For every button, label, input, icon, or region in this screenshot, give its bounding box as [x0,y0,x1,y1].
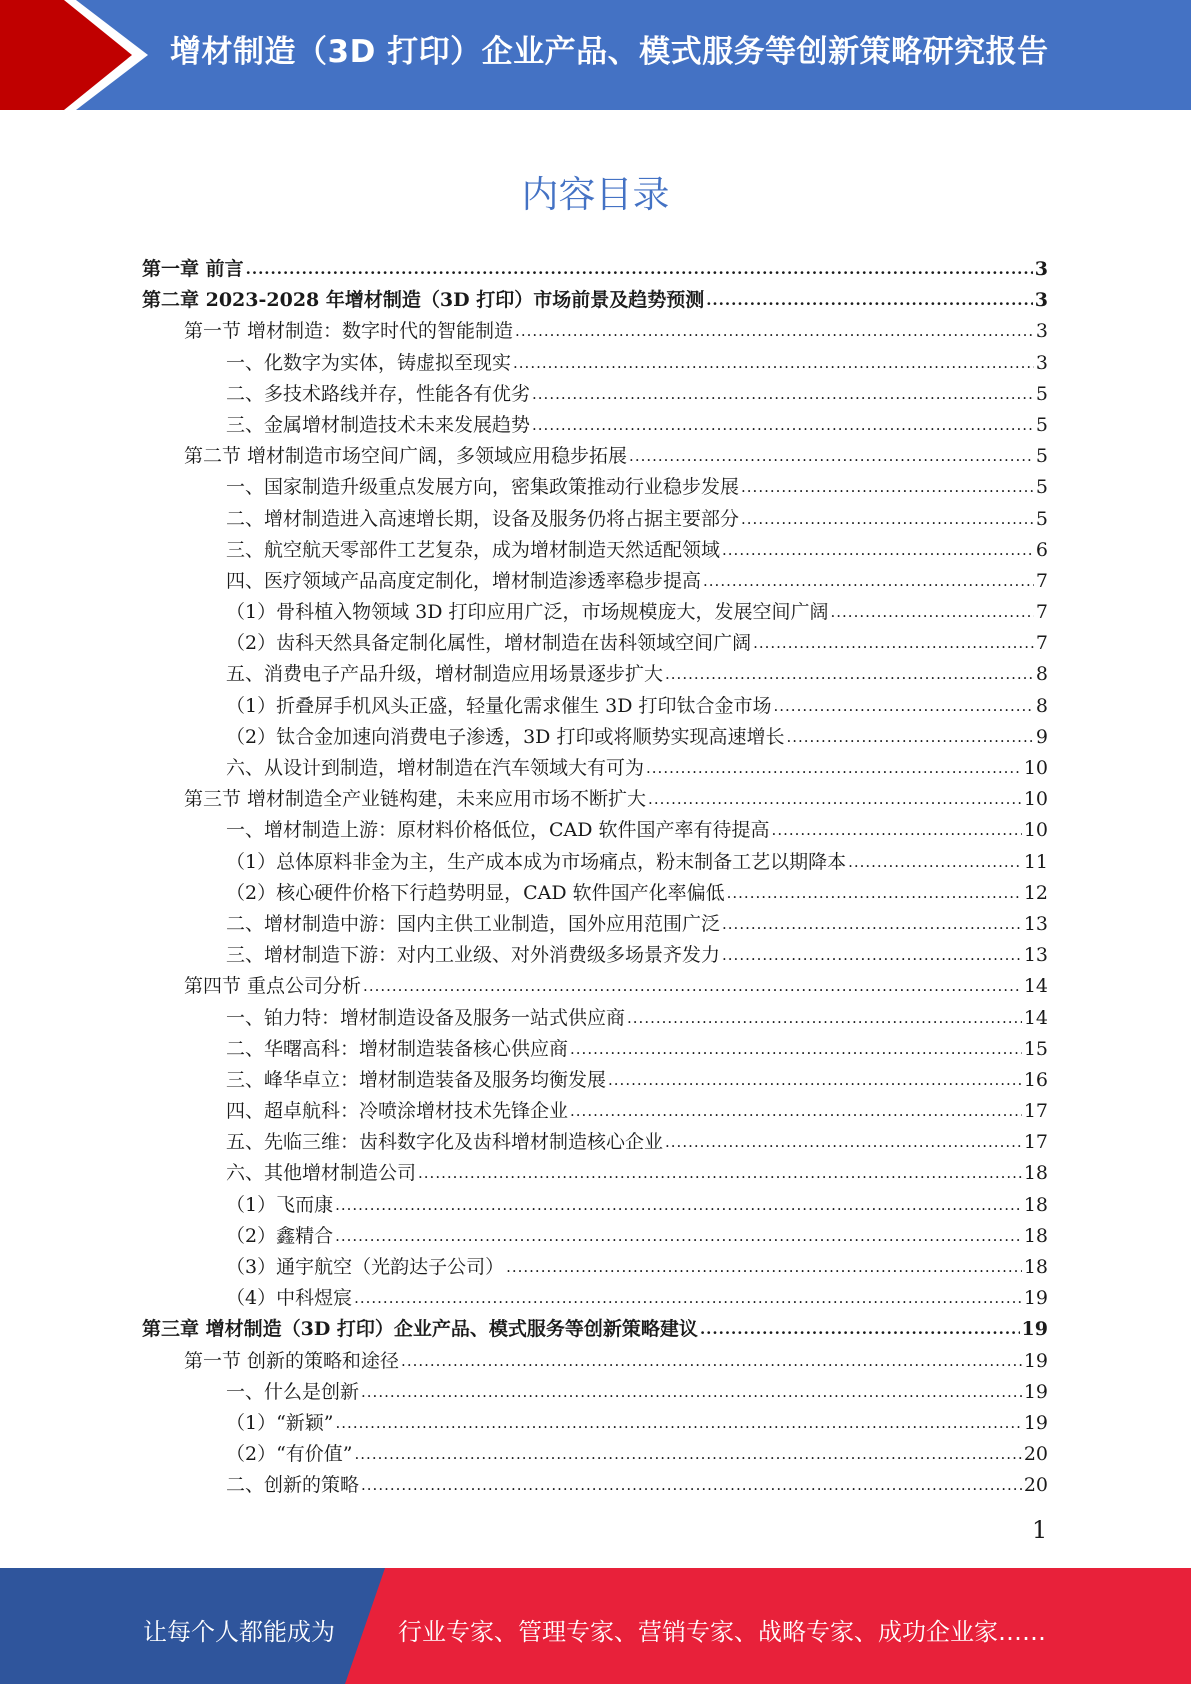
toc-entry[interactable] [142,504,1048,535]
toc-entry[interactable] [142,348,1048,379]
toc-entry[interactable] [142,722,1048,753]
toc-entry-page: 5 [1035,445,1048,468]
footer-slogan-left: 让每个人都能成为 [143,1618,335,1646]
toc-entry-page: 8 [1035,694,1048,717]
toc-entry-title: 三、峰华卓立：增材制造装备及服务均衡发展 [226,1068,607,1091]
toc-dot-leader [246,253,1033,285]
toc-entry[interactable] [142,1377,1048,1408]
toc-dot-leader [786,721,1033,753]
toc-entry-page: 12 [1023,881,1048,904]
toc-entry-title: 第二节 增材制造市场空间广阔，多领域应用稳步拓展 [184,445,628,468]
toc-dot-leader [727,877,1022,909]
page-number: 1 [1032,1516,1048,1544]
toc-entry-page: 19 [1023,1287,1048,1310]
toc-dot-leader [848,846,1022,878]
footer-slogan-right: 行业专家、管理专家、营销专家、战略专家、成功企业家…… [398,1618,1046,1646]
toc-entry-title: 四、医疗领域产品高度定制化，增材制造渗透率稳步提高 [226,569,702,592]
toc-dot-leader [355,1438,1022,1470]
toc-entry-title: 四、超卓航科：冷喷涂增材技术先锋企业 [226,1100,569,1123]
toc-entry[interactable] [142,379,1048,410]
toc-dot-leader [774,690,1034,722]
toc-entry[interactable] [142,1439,1048,1470]
toc-entry[interactable] [142,691,1048,722]
toc-dot-leader [753,627,1034,659]
toc-entry[interactable] [142,1190,1048,1221]
toc-entry[interactable] [142,971,1048,1002]
toc-dot-leader [570,1095,1022,1127]
toc-entry-page: 10 [1023,788,1048,811]
toc-entry[interactable] [142,1346,1048,1377]
toc-dot-leader [363,970,1022,1002]
toc-entry-page: 15 [1023,1037,1048,1060]
toc-dot-leader [608,1064,1022,1096]
toc-dot-leader [706,284,1033,316]
toc-entry-title: 六、其他增材制造公司 [226,1162,417,1185]
toc-entry-page: 6 [1035,538,1048,561]
toc-entry-title: （2）齿科天然具备定制化属性，增材制造在齿科领域空间广阔 [226,632,752,655]
toc-dot-leader [741,471,1034,503]
toc-dot-leader [513,347,1034,379]
toc-entry-page: 9 [1035,725,1048,748]
toc-entry[interactable] [142,472,1048,503]
toc-entry[interactable] [142,1065,1048,1096]
toc-entry-title: （1）飞而康 [226,1193,334,1216]
toc-entry-title: 二、多技术路线并存，性能各有优劣 [226,382,531,405]
toc-entry[interactable] [142,815,1048,846]
toc-entry-title: （2）钛合金加速向消费电子渗透，3D 打印或将顺势实现高速增长 [226,725,785,748]
toc-dot-leader [831,596,1034,628]
toc-entry-page: 19 [1023,1411,1048,1434]
toc-entry-page: 17 [1023,1131,1048,1154]
toc-dot-leader [741,503,1034,535]
toc-entry-page: 17 [1023,1100,1048,1123]
toc-entry-title: 第三节 增材制造全产业链构建，未来应用市场不断扩大 [184,788,647,811]
toc-entry-page: 11 [1023,850,1048,873]
toc-entry-title: （3）通宇航空（光韵达子公司） [226,1256,505,1278]
toc-entry-title: 二、创新的策略 [226,1474,360,1497]
toc-dot-leader [722,908,1022,940]
toc-entry-page: 3 [1034,289,1048,312]
toc-entry[interactable] [142,940,1048,971]
toc-entry[interactable] [142,254,1048,285]
toc-entry-title: 六、从设计到制造，增材制造在汽车领域大有可为 [226,757,645,779]
toc-entry-page: 18 [1023,1224,1048,1247]
toc-entry-title: （2）“有价值” [226,1443,353,1466]
toc-entry-title: （1）折叠屏手机风头正盛，轻量化需求催生 3D 打印钛合金市场 [226,694,772,717]
toc-dot-leader [646,752,1022,784]
toc-dot-leader [722,939,1022,971]
toc-entry[interactable] [142,659,1048,690]
toc-dot-leader [336,1407,1022,1439]
toc-entry-title: （1）骨科植入物领域 3D 打印应用广泛，市场规模庞大，发展空间广阔 [226,601,829,624]
toc-entry-title: 一、化数字为实体，铸虚拟至现实 [226,351,512,374]
toc-entry-title: 三、增材制造下游：对内工业级、对外消费级多场景齐发力 [226,944,721,967]
toc-entry[interactable] [142,316,1048,347]
toc-entry[interactable] [142,878,1048,909]
toc-entry[interactable] [142,441,1048,472]
toc-entry-title: （2）鑫精合 [226,1224,334,1247]
toc-entry-title: （4）中科煜宸 [226,1287,353,1310]
toc-entry-title: 第一章 前言 [142,258,244,280]
toc-entry-page: 5 [1035,476,1048,499]
toc-entry[interactable] [142,1252,1048,1283]
toc-dot-leader [722,534,1034,566]
toc-entry[interactable] [142,285,1048,316]
toc-entry-page: 16 [1023,1068,1048,1091]
toc-dot-leader [665,1126,1022,1158]
toc-entry-title: 一、增材制造上游：原材料价格低位，CAD 软件国产率有待提高 [226,819,770,842]
toc-entry-title: 一、国家制造升级重点发展方向，密集政策推动行业稳步发展 [226,476,740,499]
toc-dot-leader [361,1469,1022,1501]
toc-entry[interactable] [142,597,1048,628]
toc-entry-page: 3 [1034,258,1048,280]
toc-entry-title: 三、航空航天零部件工艺复杂，成为增材制造天然适配领域 [226,538,721,561]
toc-entry-page: 7 [1035,601,1048,624]
toc-entry-title: 第二章 2023-2028 年增材制造（3D 打印）市场前景及趋势预测 [142,289,705,312]
toc-entry-page: 7 [1035,632,1048,655]
report-title: 增材制造（3D 打印）企业产品、模式服务等创新策略研究报告 [170,34,1049,70]
toc-entry-page: 19 [1021,1318,1048,1341]
toc-entry[interactable] [142,1221,1048,1252]
toc-entry[interactable] [142,753,1048,784]
toc-entry-page: 18 [1023,1193,1048,1216]
table-of-contents [142,254,1048,1502]
toc-entry[interactable] [142,566,1048,597]
page-header [0,0,1191,110]
toc-dot-leader [772,814,1022,846]
toc-entry-title: 二、增材制造中游：国内主供工业制造，国外应用范围广泛 [226,912,721,935]
toc-entry-title: （2）核心硬件价格下行趋势明显，CAD 软件国产化率偏低 [226,881,725,904]
toc-entry[interactable] [142,1003,1048,1034]
toc-entry[interactable] [142,410,1048,441]
toc-entry[interactable] [142,1096,1048,1127]
toc-entry-page: 18 [1023,1162,1048,1185]
toc-entry-page: 19 [1023,1380,1048,1403]
toc-dot-leader [703,565,1034,597]
toc-dot-leader [665,658,1034,690]
toc-dot-leader [354,1282,1022,1314]
toc-entry-title: 第三章 增材制造（3D 打印）企业产品、模式服务等创新策略建议 [142,1318,698,1341]
toc-dot-leader [532,378,1034,410]
toc-entry-page: 8 [1035,663,1048,686]
toc-entry-title: 三、金属增材制造技术未来发展趋势 [226,413,531,436]
toc-entry-page: 7 [1035,569,1048,592]
toc-dot-leader [570,1033,1022,1065]
toc-entry-title: 第四节 重点公司分析 [184,975,362,998]
toc-entry-title: 一、什么是创新 [226,1380,360,1403]
toc-heading: 内容目录 [521,173,670,216]
toc-entry[interactable] [142,535,1048,566]
toc-entry[interactable] [142,847,1048,878]
page-footer [0,1568,1191,1684]
toc-entry-page: 13 [1023,944,1048,967]
toc-entry-page: 5 [1035,413,1048,436]
toc-entry-title: 二、华曙高科：增材制造装备核心供应商 [226,1037,569,1060]
toc-entry-page: 20 [1023,1443,1048,1466]
toc-entry-title: （1）总体原料非金为主，生产成本成为市场痛点，粉末制备工艺以期降本 [226,850,847,873]
toc-entry-page: 10 [1023,819,1048,842]
toc-dot-leader [401,1345,1022,1377]
toc-entry[interactable] [142,1127,1048,1158]
toc-entry-title: 第一节 创新的策略和途径 [184,1349,400,1372]
toc-entry-page: 14 [1023,1006,1048,1029]
toc-entry[interactable] [142,1034,1048,1065]
toc-entry-title: 五、先临三维：齿科数字化及齿科增材制造核心企业 [226,1131,664,1154]
toc-dot-leader [627,1002,1022,1034]
toc-entry-title: 第一节 增材制造：数字时代的智能制造 [184,320,514,343]
toc-dot-leader [700,1313,1020,1345]
toc-entry[interactable] [142,628,1048,659]
toc-entry-page: 18 [1023,1256,1048,1278]
toc-dot-leader [629,440,1034,472]
toc-entry-page: 5 [1035,507,1048,530]
toc-entry[interactable] [142,1314,1048,1345]
toc-entry-title: 二、增材制造进入高速增长期，设备及服务仍将占据主要部分 [226,507,740,530]
toc-entry-page: 13 [1023,912,1048,935]
toc-dot-leader [418,1157,1022,1189]
toc-entry[interactable] [142,784,1048,815]
toc-dot-leader [532,409,1034,441]
toc-dot-leader [335,1220,1022,1252]
toc-entry[interactable] [142,1408,1048,1439]
toc-entry-title: （1）“新颖” [226,1411,334,1434]
toc-entry-page: 14 [1023,975,1048,998]
toc-entry[interactable] [142,1283,1048,1314]
toc-entry-page: 20 [1023,1474,1048,1497]
toc-entry-page: 19 [1023,1349,1048,1372]
toc-dot-leader [648,783,1022,815]
toc-entry-page: 3 [1035,351,1048,374]
toc-entry-title: 一、铂力特：增材制造设备及服务一站式供应商 [226,1006,626,1029]
toc-entry[interactable] [142,909,1048,940]
toc-dot-leader [361,1376,1022,1408]
toc-entry-page: 10 [1023,757,1048,779]
toc-dot-leader [515,315,1034,347]
toc-entry-page: 5 [1035,382,1048,405]
toc-entry-page: 3 [1035,320,1048,343]
toc-entry-title: 五、消费电子产品升级，增材制造应用场景逐步扩大 [226,663,664,686]
header-chevron-logo [0,0,150,110]
toc-entry[interactable] [142,1158,1048,1189]
toc-dot-leader [506,1251,1022,1283]
toc-entry[interactable] [142,1470,1048,1501]
toc-dot-leader [335,1189,1022,1221]
